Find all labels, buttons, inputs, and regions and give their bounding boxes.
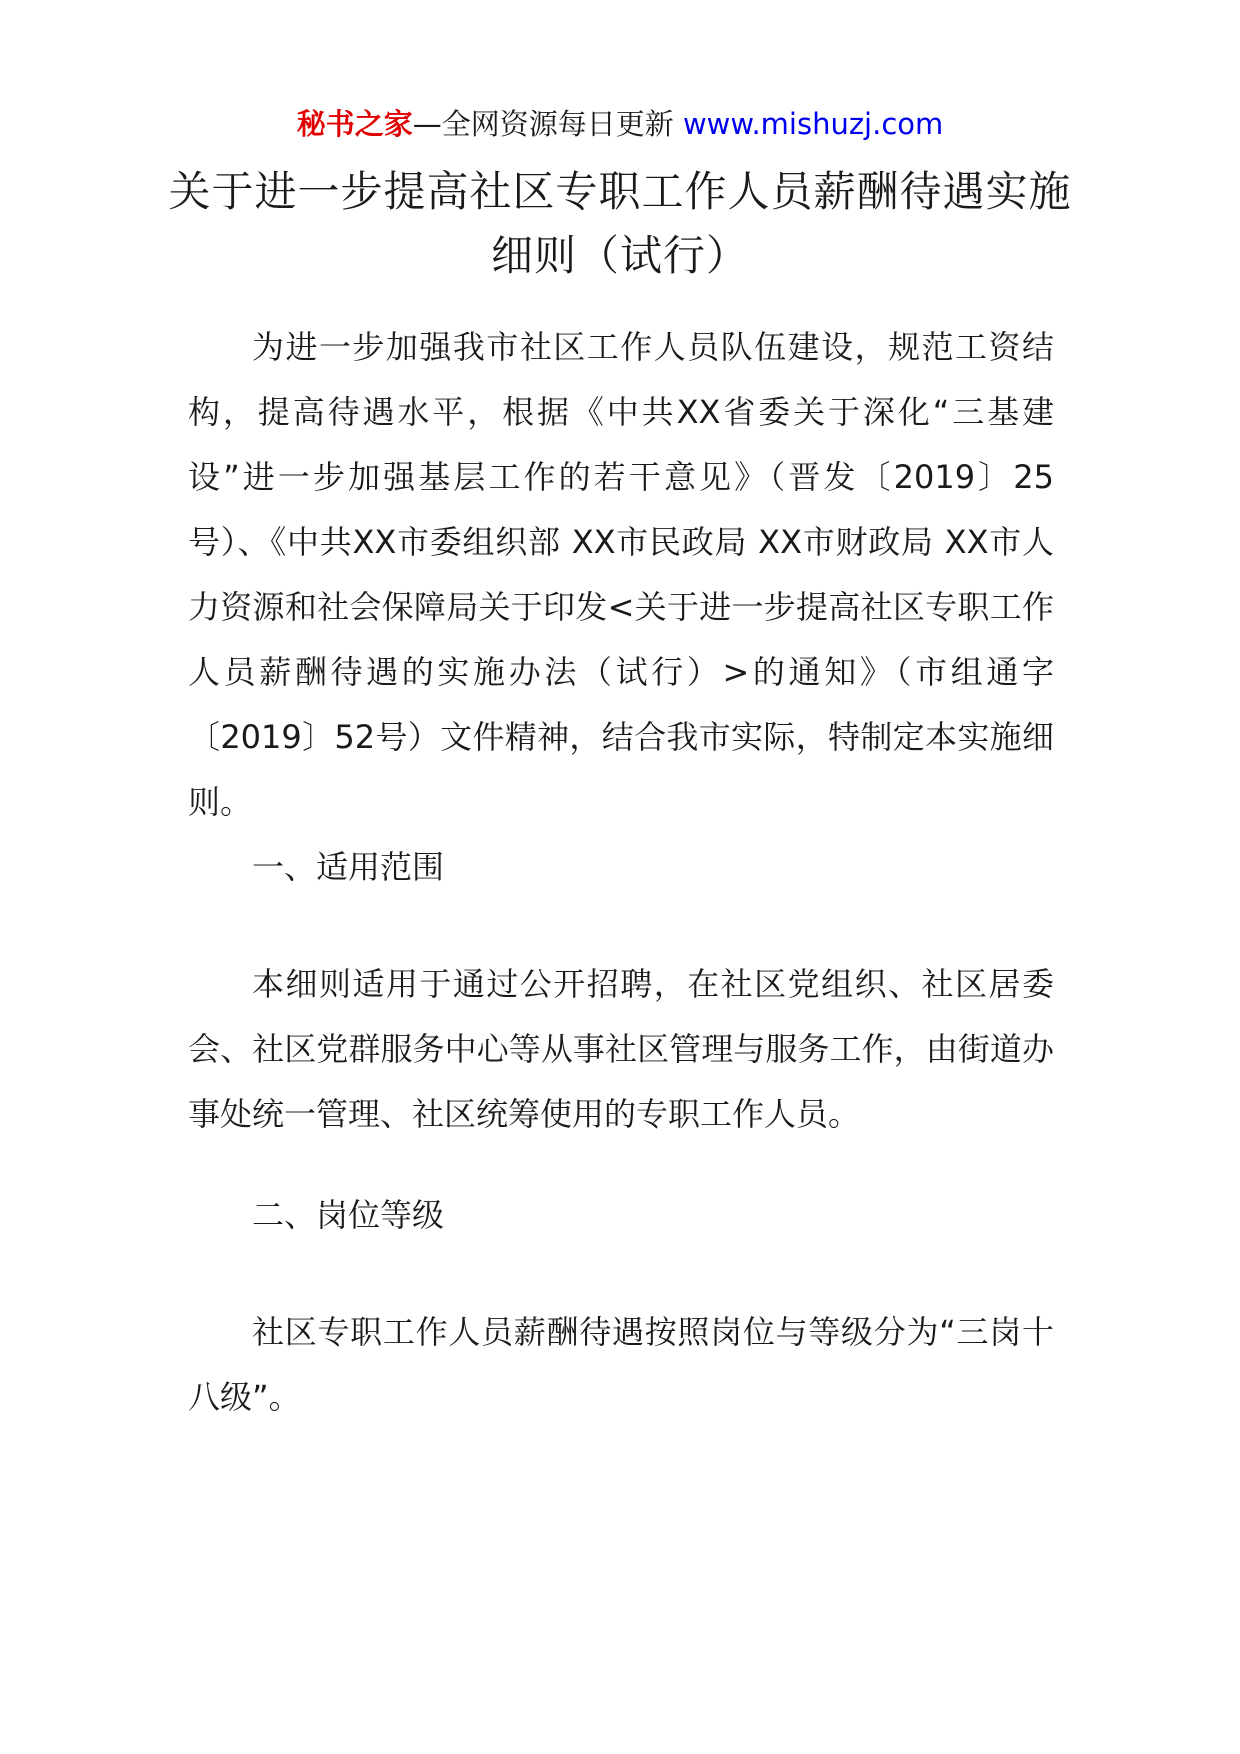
header-tagline: —全网资源每日更新 [412, 107, 683, 141]
site-url-link[interactable]: www.mishuzj.com [682, 107, 944, 141]
section-heading-scope: 一、适用范围 [252, 848, 445, 886]
grades-paragraph: 社区专职工作人员薪酬待遇按照岗位与等级分为“三岗十八级”。 [188, 1313, 1054, 1416]
scope-paragraph: 本细则适用于通过公开招聘，在社区党组织、社区居委会、社区党群服务中心等从事社区管理与服务工作，由街道办事处统一管理、社区统筹使用的专职工作人员。 [188, 965, 1054, 1133]
intro-paragraph: 为进一步加强我市社区工作人员队伍建设，规范工资结构，提高待遇水平，根据《中共XX省委关于深化“三基建设”进一步加强基层工作的若干意见》（晋发〔2019〕25号）、《中共XX市委组织部 XX市民政局 XX市财政局 XX市人力资源和社会保障局关于印发<关于进一步提高社区专职工作人员薪酬待遇的实施办法（试行）>的通知》（市组通字〔2019〕52号）文件精神，结合我市实际，特制定本实施细则。 [188, 328, 1054, 821]
section-heading-grades: 二、岗位等级 [252, 1196, 445, 1234]
brand-name: 秘书之家 [296, 107, 413, 141]
document-title: 关于进一步提高社区专职工作人员薪酬待遇实施细则（试行） [168, 167, 1072, 280]
site-header [0, 104, 1240, 144]
